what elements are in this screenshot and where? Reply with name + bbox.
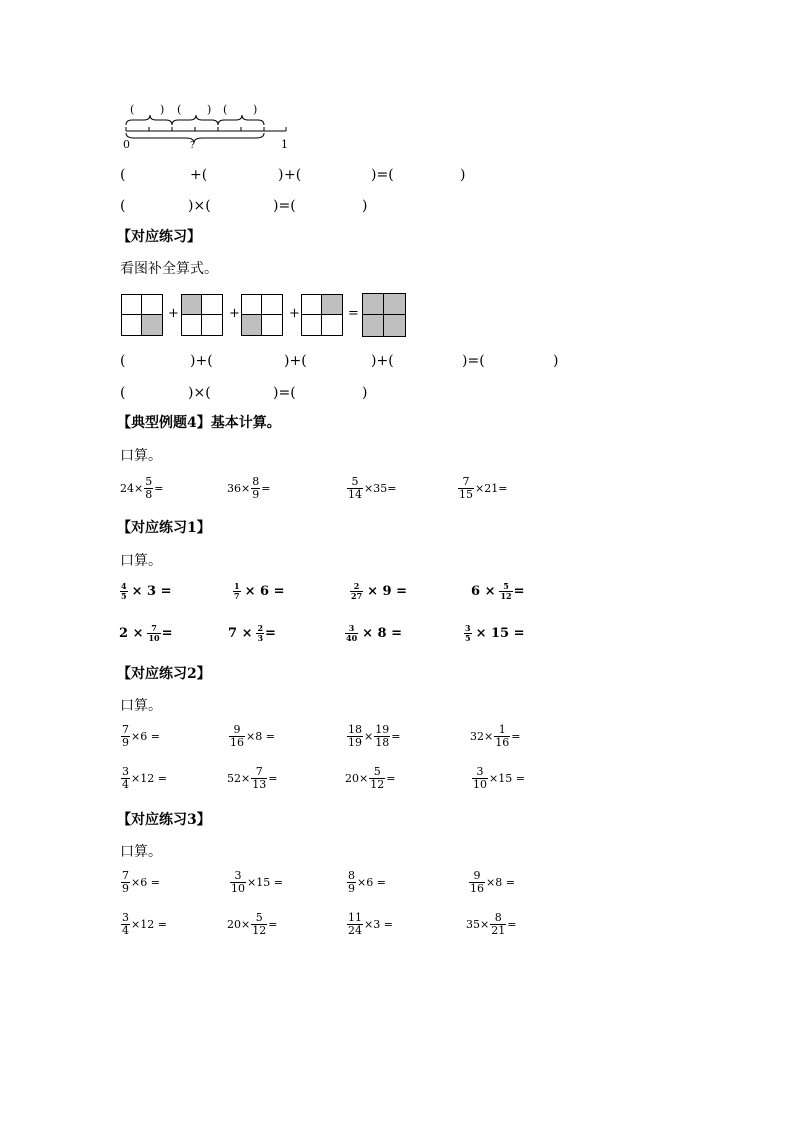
number-line-zero: 0 <box>123 138 130 151</box>
blank-paren-close-2: ) <box>207 103 212 116</box>
oral-label: 口算。 <box>120 844 162 860</box>
blank-paren-open-3: ( <box>223 103 228 116</box>
times-paren: )×( <box>188 385 211 401</box>
grid-square-3 <box>241 294 283 336</box>
expression: $\frac{7}{15}$ × 21 = <box>459 475 508 501</box>
equals-paren: )=( <box>371 167 394 183</box>
expression: $\frac{3}{10}$ ×15 = <box>473 765 525 791</box>
oral-label: 口算。 <box>120 553 162 569</box>
plus-sign: + <box>289 306 300 321</box>
expression: $\frac{1}{7}$ × 6 = <box>234 581 285 601</box>
expression: 32× $\frac{1}{16}$ = <box>470 723 521 749</box>
expression: 24 × $\frac{5}{8}$ = <box>120 475 164 501</box>
oral-label: 口算。 <box>120 448 162 464</box>
plus-paren: +( <box>190 167 208 183</box>
paren-close: ) <box>362 385 368 401</box>
number-line-svg <box>120 113 295 153</box>
plus-paren: )+( <box>190 353 213 369</box>
expression: 7 × $\frac{2}{3}$ = <box>228 623 276 643</box>
plus-paren: )+( <box>284 353 307 369</box>
expression: 20× $\frac{5}{12}$ = <box>345 765 396 791</box>
paren-close: ) <box>278 167 284 183</box>
expression: $\frac{7}{9}$ ×6 = <box>122 869 160 895</box>
expression: $\frac{3}{40}$ × 8 = <box>346 623 403 643</box>
oral-label: 口算。 <box>120 698 162 714</box>
plus-sign: + <box>168 306 179 321</box>
expression: $\frac{3}{5}$ × 15 = <box>465 623 525 643</box>
expression: 2 × $\frac{7}{10}$ = <box>119 623 173 643</box>
grid-square-1 <box>121 294 163 336</box>
blank-paren-open-2: ( <box>177 103 182 116</box>
equals-sign: = <box>348 306 359 321</box>
times-paren: )×( <box>188 198 211 214</box>
plus-paren: )+( <box>371 353 394 369</box>
section-heading-example4: 【典型例题4】基本计算。 <box>117 415 281 431</box>
expression: $\frac{9}{16}$ ×8 = <box>470 869 515 895</box>
expression: $\frac{2}{27}$ × 9 = <box>351 581 408 601</box>
blank-paren-close-3: ) <box>253 103 258 116</box>
expression: 52× $\frac{7}{13}$ = <box>227 765 278 791</box>
expression: $\frac{3}{4}$ ×12 = <box>122 911 167 937</box>
grid-square-2 <box>181 294 223 336</box>
paren-close: ) <box>553 353 559 369</box>
expression: $\frac{4}{5}$ × 3 = <box>121 581 172 601</box>
expression: $\frac{7}{9}$ ×6 = <box>122 723 160 749</box>
blank-paren-open-1: ( <box>130 103 135 116</box>
expression: $\frac{18}{19}$ × $\frac{19}{18}$ = <box>348 723 401 749</box>
paren-close: ) <box>460 167 466 183</box>
expression: $\frac{5}{14}$ × 35 = <box>348 475 397 501</box>
paren-open: ( <box>120 385 126 401</box>
plus-sign: + <box>229 306 240 321</box>
grid-square-5 <box>362 293 406 337</box>
grid-square-4 <box>301 294 343 336</box>
equals-paren: )=( <box>462 353 485 369</box>
section-heading-practice2: 【对应练习2】 <box>117 666 211 682</box>
instruction-text: 看图补全算式。 <box>120 261 218 277</box>
expression: $\frac{9}{16}$ ×8 = <box>230 723 275 749</box>
expression: $\frac{11}{24}$ ×3 = <box>348 911 393 937</box>
question-mark: ? <box>190 141 195 151</box>
expression: $\frac{8}{9}$ ×6 = <box>348 869 386 895</box>
equals-paren: )=( <box>273 198 296 214</box>
expression: 36 × $\frac{8}{9}$ = <box>227 475 271 501</box>
section-heading-practice: 【对应练习】 <box>117 229 201 245</box>
expression: 20× $\frac{5}{12}$ = <box>227 911 278 937</box>
expression: $\frac{3}{4}$ ×12 = <box>122 765 167 791</box>
expression: $\frac{3}{10}$ ×15 = <box>231 869 283 895</box>
blank-paren-close-1: ) <box>160 103 165 116</box>
paren-open: ( <box>120 198 126 214</box>
expression: 6 × $\frac{5}{12}$ = <box>471 581 525 601</box>
section-heading-practice3: 【对应练习3】 <box>117 812 211 828</box>
paren-close: ) <box>362 198 368 214</box>
expression: 35× $\frac{8}{21}$ = <box>466 911 517 937</box>
section-heading-practice1: 【对应练习1】 <box>117 520 211 536</box>
equals-paren: )=( <box>273 385 296 401</box>
paren-open: ( <box>120 353 126 369</box>
number-line-one: 1 <box>281 138 288 151</box>
paren-open: ( <box>120 167 126 183</box>
plus-paren: +( <box>284 167 302 183</box>
